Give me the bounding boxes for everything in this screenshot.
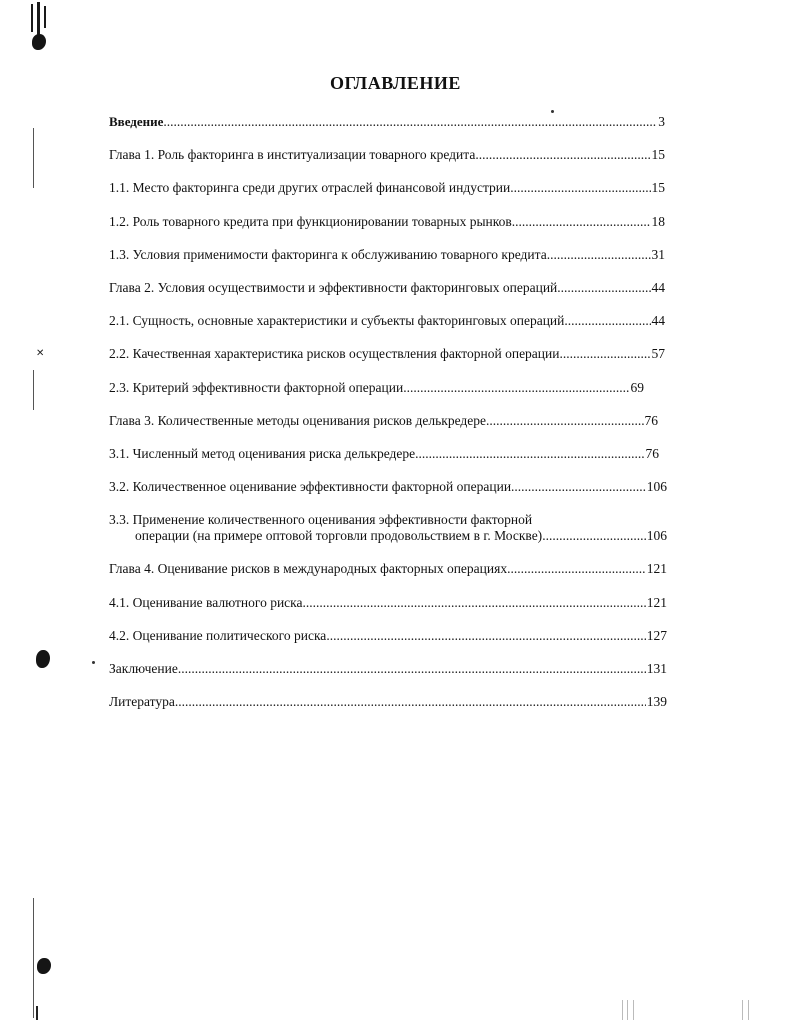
toc-leader [178, 661, 646, 677]
toc-entry-label: 2.3. Критерий эффективности факторной операции [109, 379, 404, 395]
toc-leader [163, 114, 657, 130]
toc-leader [547, 247, 651, 263]
scan-artifact [33, 370, 34, 410]
toc-entry-page: 18 [651, 213, 665, 229]
toc-entry-section-2-1[interactable] [109, 313, 665, 329]
toc-entry-chapter-4[interactable] [109, 561, 667, 577]
toc-leader [303, 595, 646, 611]
toc-entry-section-4-1[interactable] [109, 595, 667, 611]
table-of-contents [109, 114, 665, 727]
toc-leader [564, 313, 650, 329]
toc-entry-chapter-1[interactable] [109, 147, 665, 163]
toc-entry-label: 3.1. Численный метод оценивания риска делькредере [109, 445, 416, 461]
toc-entry-page: 57 [651, 346, 665, 362]
toc-leader [559, 346, 650, 362]
toc-leader [326, 628, 645, 644]
toc-leader [557, 280, 650, 296]
toc-entry-references[interactable] [109, 694, 667, 710]
toc-leader [542, 528, 646, 544]
scan-artifact [32, 34, 46, 50]
toc-entry-page: 139 [646, 694, 667, 710]
scan-artifact [33, 128, 34, 188]
toc-leader [415, 446, 644, 462]
toc-entry-page: 15 [651, 147, 665, 163]
toc-entry-chapter-3[interactable] [109, 413, 658, 429]
toc-leader [486, 413, 643, 429]
toc-entry-label: 3.3. Применение количественного оценивания эффективности факторной [109, 512, 533, 528]
toc-entry-page: 76 [645, 445, 659, 461]
toc-entry-section-4-2[interactable] [109, 628, 667, 644]
toc-entry-section-1-2[interactable] [109, 214, 665, 230]
toc-entry-label: 3.2. Количественное оценивание эффективности факторной операции [109, 479, 512, 495]
toc-entry-label-continuation: операции (на примере оптовой торговли продовольствием в г. Москве) [135, 528, 543, 544]
toc-entry-label: 1.2. Роль товарного кредита при функционировании товарных рынков [109, 213, 512, 229]
toc-entry-section-1-1[interactable] [109, 180, 665, 196]
toc-entry-page: 121 [646, 561, 667, 577]
toc-entry-page: 106 [646, 528, 667, 544]
toc-entry-label: Глава 3. Количественные методы оценивания рисков делькредере [109, 412, 487, 428]
toc-entry-page: 131 [646, 661, 667, 676]
toc-leader [512, 214, 651, 230]
scan-artifact [92, 661, 95, 664]
toc-entry-label: Глава 4. Оценивание рисков в международных факторных операциях [109, 561, 508, 577]
toc-entry-page: 121 [646, 594, 667, 610]
toc-entry-page: 106 [646, 479, 667, 495]
page-title: ОГЛАВЛЕНИЕ [330, 73, 461, 93]
toc-entry-page: 127 [646, 627, 667, 643]
toc-entry-section-3-2[interactable] [109, 479, 667, 495]
toc-leader [507, 561, 646, 577]
toc-leader [475, 147, 650, 163]
toc-entry-page: 44 [651, 313, 665, 329]
toc-entry-label: Заключение [109, 661, 178, 676]
toc-entry-introduction[interactable] [109, 114, 665, 130]
toc-entry-page: 15 [651, 180, 665, 196]
toc-entry-section-1-3[interactable] [109, 247, 665, 263]
toc-entry-label: Литература [109, 694, 175, 710]
toc-entry-label: Глава 2. Условия осуществимости и эффективности факторинговых операций [109, 279, 558, 295]
toc-entry-label: 4.2. Оценивание политического риска [109, 627, 327, 643]
toc-entry-label: 1.1. Место факторинга среди других отраслей финансовой индустрии [109, 180, 511, 196]
scan-artifact [627, 1000, 628, 1020]
toc-entry-section-2-2[interactable] [109, 346, 665, 362]
scan-artifact [33, 898, 34, 1018]
scan-artifact [37, 2, 40, 36]
toc-entry-conclusion[interactable] [109, 661, 667, 677]
scan-artifact [36, 1006, 38, 1020]
scan-artifact: ✕ [36, 348, 45, 359]
scan-artifact [622, 1000, 623, 1020]
toc-entry-label: 4.1. Оценивание валютного риска [109, 594, 303, 610]
toc-entry-label: 2.2. Качественная характеристика рисков осуществления факторной операции [109, 346, 560, 362]
scan-artifact [44, 6, 46, 28]
scan-artifact [36, 650, 50, 668]
scan-artifact [31, 4, 33, 32]
toc-leader [403, 380, 629, 396]
toc-entry-page: 76 [644, 412, 658, 428]
toc-leader [175, 694, 646, 710]
toc-entry-label: 1.3. Условия применимости факторинга к обслуживанию товарного кредита [109, 246, 547, 262]
toc-entry-label: Введение [109, 114, 164, 129]
toc-entry-section-3-1[interactable] [109, 446, 659, 462]
toc-entry-label: 2.1. Сущность, основные характеристики и субъекты факторинговых операций [109, 313, 565, 329]
scan-artifact [633, 1000, 634, 1020]
toc-entry-label: Глава 1. Роль факторинга в институализации товарного кредита [109, 147, 476, 163]
scan-artifact [748, 1000, 749, 1020]
toc-entry-page: 69 [630, 379, 644, 395]
toc-entry-section-2-3[interactable] [109, 380, 644, 396]
toc-leader [510, 180, 650, 196]
toc-entry-page: 31 [651, 246, 665, 262]
toc-entry-chapter-2[interactable] [109, 280, 665, 296]
toc-entry-page: 3 [658, 114, 665, 129]
scan-artifact [742, 1000, 743, 1020]
toc-entry-section-3-3[interactable] [109, 512, 667, 544]
scan-artifact [37, 958, 51, 974]
toc-entry-page: 44 [651, 279, 665, 295]
scan-artifact [551, 110, 554, 113]
toc-leader [511, 479, 646, 495]
